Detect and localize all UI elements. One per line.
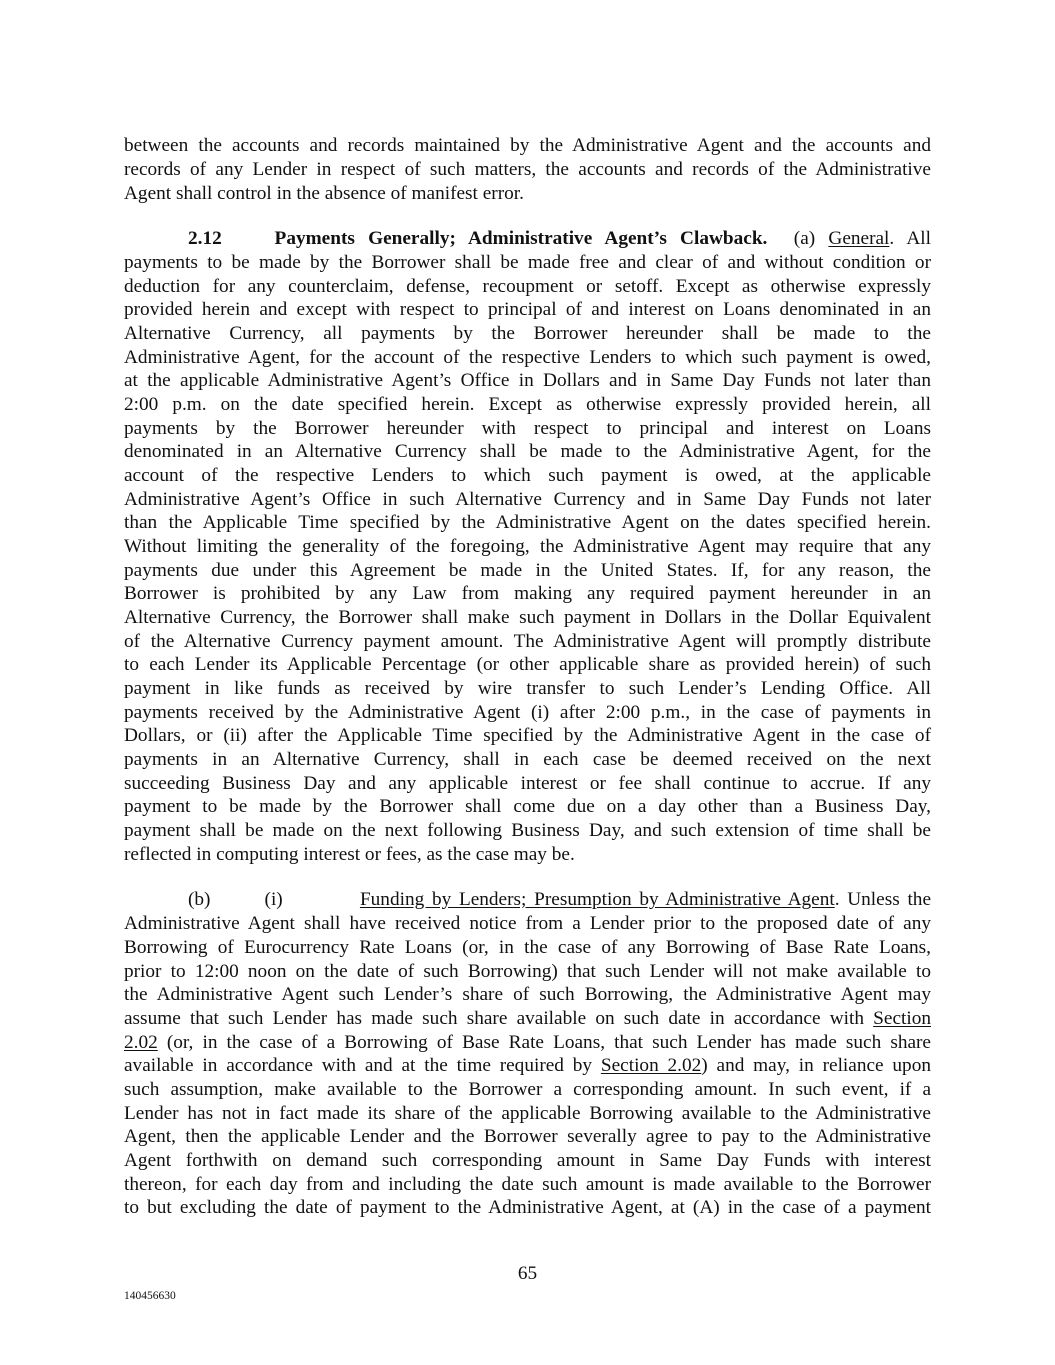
- section-heading-line: [188, 227, 931, 251]
- paragraph-line: Borrower is prohibited by any Law from making any required payment hereunder in an: [124, 583, 931, 604]
- paragraph-line: thereon, for each day from and including the date such amount is made available to the Borrower: [124, 1174, 931, 1195]
- paragraph-line: Agent, then the applicable Lender and the Borrower severally agree to pay to the Administrative: [124, 1126, 931, 1147]
- paragraph-line: succeeding Business Day and any applicable interest or fee shall continue to accrue. If any: [124, 773, 931, 794]
- paragraph-line: payments received by the Administrative Agent (i) after 2:00 p.m., in the case of payments in: [124, 702, 931, 723]
- line-text: available in accordance with and at the time required by: [124, 1055, 601, 1076]
- section-heading: Payments Generally; Administrative Agent’s Clawback.: [274, 228, 768, 249]
- line-text: (or, in the case of a Borrowing of Base Rate Loans, that such Lender has made such share: [157, 1032, 931, 1053]
- paragraph-line: Alternative Currency, the Borrower shall make such payment in Dollars in the Dollar Equivalent: [124, 607, 931, 628]
- subsection-heading-line: [188, 888, 931, 912]
- document-id: 140456630: [124, 1290, 176, 1302]
- paragraph-line: payment shall be made on the next following Business Day, and such extension of time shall be: [124, 820, 931, 841]
- paragraph-line: Administrative Agent, for the account of the respective Lenders to which such payment is owed,: [124, 347, 931, 368]
- subsection-label-i: (i): [264, 889, 283, 910]
- section-number: 2.12: [188, 228, 222, 249]
- line-text: assume that such Lender has made such share available on such date in accordance with: [124, 1008, 874, 1029]
- paragraph-line: prior to 12:00 noon on the date of such Borrowing) that such Lender will not make available to: [124, 961, 931, 982]
- heading-trailing-text: . Unless the: [834, 889, 932, 910]
- paragraph-line: such assumption, make available to the Borrower a corresponding amount. In such event, if a: [124, 1079, 931, 1100]
- paragraph-line: payments due under this Agreement be made in the United States. If, for any reason, the: [124, 560, 931, 581]
- paragraph-line: of the Alternative Currency payment amount. The Administrative Agent will promptly distribute: [124, 631, 931, 652]
- paragraph-line: payments by the Borrower hereunder with respect to principal and interest on Loans: [124, 418, 931, 439]
- page-number: 65: [517, 1263, 538, 1284]
- paragraph-line: payments to be made by the Borrower shall be made free and clear of and without condition or: [124, 252, 931, 273]
- paragraph-line: between the accounts and records maintained by the Administrative Agent and the accounts and: [124, 135, 931, 156]
- paragraph-line: records of any Lender in respect of such matters, the accounts and records of the Administrative: [124, 159, 931, 180]
- subsection-label: (a): [793, 228, 816, 249]
- paragraph-line: deduction for any counterclaim, defense, recoupment or setoff. Except as otherwise expressly: [124, 276, 931, 297]
- paragraph-line: [124, 1031, 931, 1055]
- subsection-label-b: (b): [188, 889, 211, 910]
- section-2-02-link[interactable]: 2.02: [124, 1032, 158, 1053]
- paragraph-line: reflected in computing interest or fees, as the case may be.: [124, 844, 575, 865]
- paragraph-line: Dollars, or (ii) after the Applicable Time specified by the Administrative Agent in the case of: [124, 725, 931, 746]
- paragraph-line: [124, 1007, 931, 1031]
- subsection-title: Funding by Lenders; Presumption by Administrative Agent: [359, 889, 835, 910]
- paragraph-line: payment in like funds as received by wire transfer to such Lender’s Lending Office. All: [124, 678, 931, 699]
- paragraph-line: account of the respective Lenders to which such payment is owed, at the applicable: [124, 465, 931, 486]
- paragraph-line: Borrowing of Eurocurrency Rate Loans (or, in the case of any Borrowing of Base Rate Loans,: [124, 937, 931, 958]
- paragraph-line: 2:00 p.m. on the date specified herein. Except as otherwise expressly provided herein, all: [124, 394, 931, 415]
- paragraph-line: payments in an Alternative Currency, shall in each case be deemed received on the next: [124, 749, 931, 770]
- section-2-02-link[interactable]: Section: [873, 1008, 931, 1029]
- paragraph-line: payment to be made by the Borrower shall come due on a day other than a Business Day,: [124, 796, 931, 817]
- paragraph-line: Alternative Currency, all payments by the Borrower hereunder shall be made to the: [124, 323, 931, 344]
- paragraph-line: Agent forthwith on demand such corresponding amount in Same Day Funds with interest: [124, 1150, 931, 1171]
- paragraph-line: Lender has not in fact made its share of the applicable Borrowing available to the Administrative: [124, 1103, 931, 1124]
- paragraph-line: than the Applicable Time specified by the Administrative Agent on the dates specified herein.: [124, 512, 931, 533]
- paragraph-line: Agent shall control in the absence of manifest error.: [124, 183, 524, 204]
- heading-trailing-text: . All: [889, 228, 932, 249]
- paragraph-line: to each Lender its Applicable Percentage (or other applicable share as provided herein) of such: [124, 654, 931, 675]
- paragraph-line: [124, 1054, 931, 1078]
- paragraph-line: the Administrative Agent such Lender’s share of such Borrowing, the Administrative Agent may: [124, 984, 931, 1005]
- paragraph-line: at the applicable Administrative Agent’s Office in Dollars and in Same Day Funds not later than: [124, 370, 931, 391]
- paragraph-line: denominated in an Alternative Currency shall be made to the Administrative Agent, for the: [124, 441, 931, 462]
- paragraph-line: Administrative Agent shall have received notice from a Lender prior to the proposed date of any: [124, 913, 931, 934]
- paragraph-line: Administrative Agent’s Office in such Alternative Currency and in Same Day Funds not later: [124, 489, 931, 510]
- subsection-title: General: [828, 228, 890, 249]
- section-2-02-link[interactable]: Section 2.02: [600, 1055, 702, 1076]
- paragraph-line: to but excluding the date of payment to the Administrative Agent, at (A) in the case of a payment: [124, 1197, 931, 1218]
- line-text: ) and may, in reliance upon: [701, 1055, 931, 1076]
- paragraph-line: provided herein and except with respect to principal of and interest on Loans denominated in an: [124, 299, 931, 320]
- paragraph-line: Without limiting the generality of the foregoing, the Administrative Agent may require that any: [124, 536, 931, 557]
